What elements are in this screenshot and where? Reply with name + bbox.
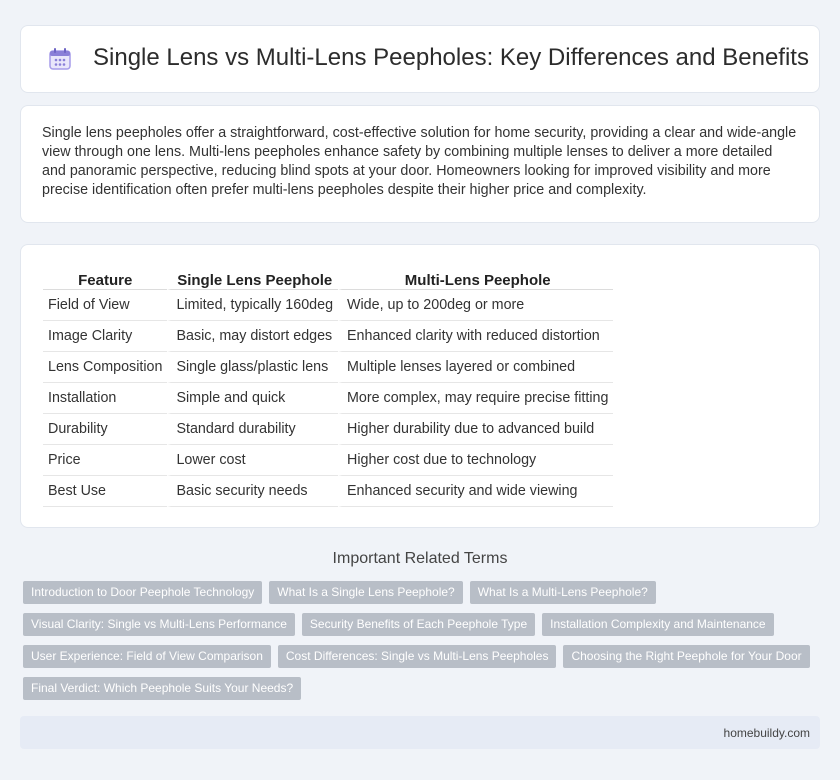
related-term-link[interactable]: Security Benefits of Each Peephole Type: [302, 613, 535, 636]
table-cell: Wide, up to 200deg or more: [338, 290, 613, 321]
table-cell: More complex, may require precise fitting: [338, 383, 613, 414]
intro-card: [20, 105, 820, 223]
related-term-link[interactable]: Final Verdict: Which Peephole Suits Your Needs?: [23, 677, 301, 700]
tag-row: [23, 645, 823, 668]
related-term-link[interactable]: Cost Differences: Single vs Multi-Lens Peepholes: [278, 645, 557, 668]
column-header: Multi-Lens Peephole: [338, 265, 613, 290]
comparison-card: [20, 244, 820, 528]
table-cell: Higher durability due to advanced build: [338, 414, 613, 445]
table-cell: Price: [43, 445, 167, 476]
related-terms-title: Important Related Terms: [332, 550, 508, 567]
table-row: [43, 383, 613, 414]
table-cell: Single glass/plastic lens: [167, 352, 338, 383]
table-cell: Simple and quick: [167, 383, 338, 414]
table-cell: Multiple lenses layered or combined: [338, 352, 613, 383]
table-cell: Basic, may distort edges: [167, 321, 338, 352]
table-cell: Limited, typically 160deg: [167, 290, 338, 321]
header-card: [20, 25, 820, 93]
table-cell: Lower cost: [167, 445, 338, 476]
page-title: Single Lens vs Multi-Lens Peepholes: Key Differences and Benefits: [93, 44, 809, 71]
related-term-link[interactable]: Installation Complexity and Maintenance: [542, 613, 773, 636]
related-term-link[interactable]: User Experience: Field of View Comparison: [23, 645, 271, 668]
related-term-link[interactable]: Introduction to Door Peephole Technology: [23, 581, 262, 604]
table-row: [43, 476, 613, 507]
table-row: [43, 352, 613, 383]
footer-site-name[interactable]: homebuildy.com: [723, 726, 810, 740]
calendar-icon: [47, 46, 73, 72]
tag-row: [23, 613, 823, 636]
column-header: Single Lens Peephole: [167, 265, 338, 290]
table-cell: Standard durability: [167, 414, 338, 445]
table-row: [43, 414, 613, 445]
table-row: [43, 321, 613, 352]
table-cell: Higher cost due to technology: [338, 445, 613, 476]
related-term-link[interactable]: What Is a Multi-Lens Peephole?: [470, 581, 656, 604]
related-term-link[interactable]: Choosing the Right Peephole for Your Door: [563, 645, 809, 668]
table-cell: Basic security needs: [167, 476, 338, 507]
related-terms-list: [23, 581, 823, 709]
table-cell: Enhanced clarity with reduced distortion: [338, 321, 613, 352]
table-row: [43, 290, 613, 321]
related-term-link[interactable]: Visual Clarity: Single vs Multi-Lens Performance: [23, 613, 295, 636]
column-header: Feature: [43, 265, 167, 290]
tag-row: [23, 677, 823, 700]
related-term-link[interactable]: What Is a Single Lens Peephole?: [269, 581, 462, 604]
comparison-table: [43, 265, 613, 507]
table-cell: Lens Composition: [43, 352, 167, 383]
table-cell: Installation: [43, 383, 167, 414]
table-header-row: [43, 265, 613, 290]
table-cell: Enhanced security and wide viewing: [338, 476, 613, 507]
table-cell: Durability: [43, 414, 167, 445]
table-cell: Field of View: [43, 290, 167, 321]
intro-paragraph: Single lens peepholes offer a straightforward, cost-effective solution for home security, providing a clear and wide-angle view through one lens. Multi-lens peepholes enhance safety by combining multiple lenses to deliver a more detailed and panoramic perspective, reducing blind spots at your door. Homeowners looking for improved visibility and more precise identification often prefer multi-lens peepholes despite their higher price and complexity.: [42, 125, 797, 198]
tag-row: [23, 581, 823, 604]
table-cell: Image Clarity: [43, 321, 167, 352]
table-cell: Best Use: [43, 476, 167, 507]
footer: [20, 716, 820, 749]
table-row: [43, 445, 613, 476]
